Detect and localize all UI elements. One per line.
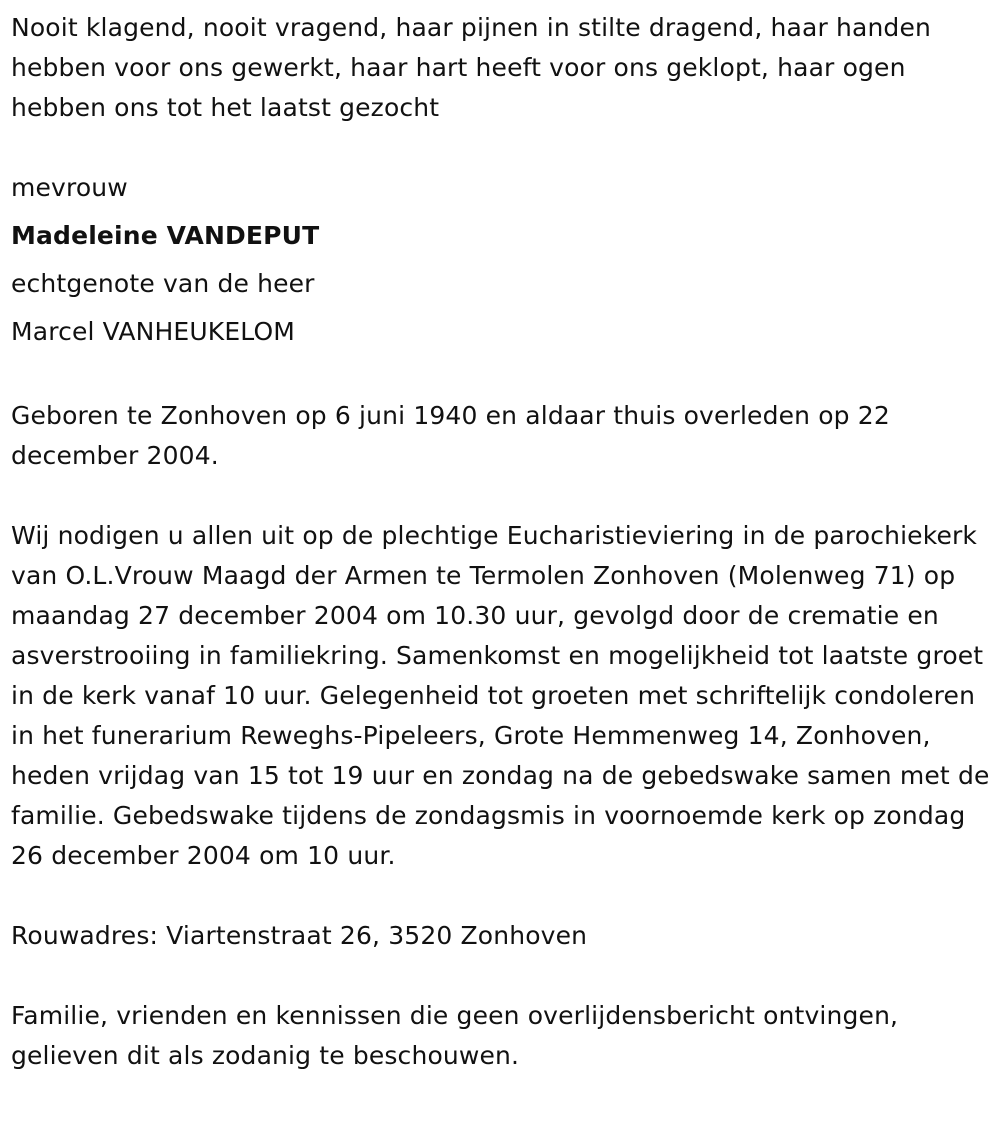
intro-verse: Nooit klagend, nooit vragend, haar pijnen in stilte dragend, haar handen hebben voor ons gewerkt, haar hart heeft voor ons geklopt, haar ogen hebben ons tot het laatst gezocht [11,13,931,122]
ceremony-paragraph: Wij nodigen u allen uit op de plechtige Eucharistieviering in de parochiekerk van O.L.Vrouw Maagd der Armen te Termolen Zonhoven (Molenweg 71) op maandag 27 december 2004 om 10.30 uur, gevolgd door de crematie en asverstrooiing in familiekring. Samenkomst en mogelijkheid tot laatste groet in de kerk vanaf 10 uur. Gelegenheid tot groeten met schriftelijk condoleren in het funerarium Reweghs-Pipeleers, Grote Hemmenweg 14, Zonhoven, heden vrijdag van 15 tot 19 uur en zondag na de gebedswake samen met de familie. Gebedswake tijdens de zondagsmis in voornoemde kerk op zondag 26 december 2004 om 10 uur. [11,521,990,870]
spouse-name: Marcel VANHEUKELOM [11,317,296,346]
deceased-name: Madeleine VANDEPUT [11,221,320,250]
relation-text: echtgenote van de heer [11,269,315,298]
mourning-address: Rouwadres: Viartenstraat 26, 3520 Zonhoven [11,921,588,950]
closing-paragraph: Familie, vrienden en kennissen die geen overlijdensbericht ontvingen, gelieven dit als zodanig te beschouwen. [11,1001,899,1070]
name-block [11,164,990,356]
salutation: mevrouw [11,173,128,202]
birth-death-paragraph: Geboren te Zonhoven op 6 juni 1940 en aldaar thuis overleden op 22 december 2004. [11,401,890,470]
